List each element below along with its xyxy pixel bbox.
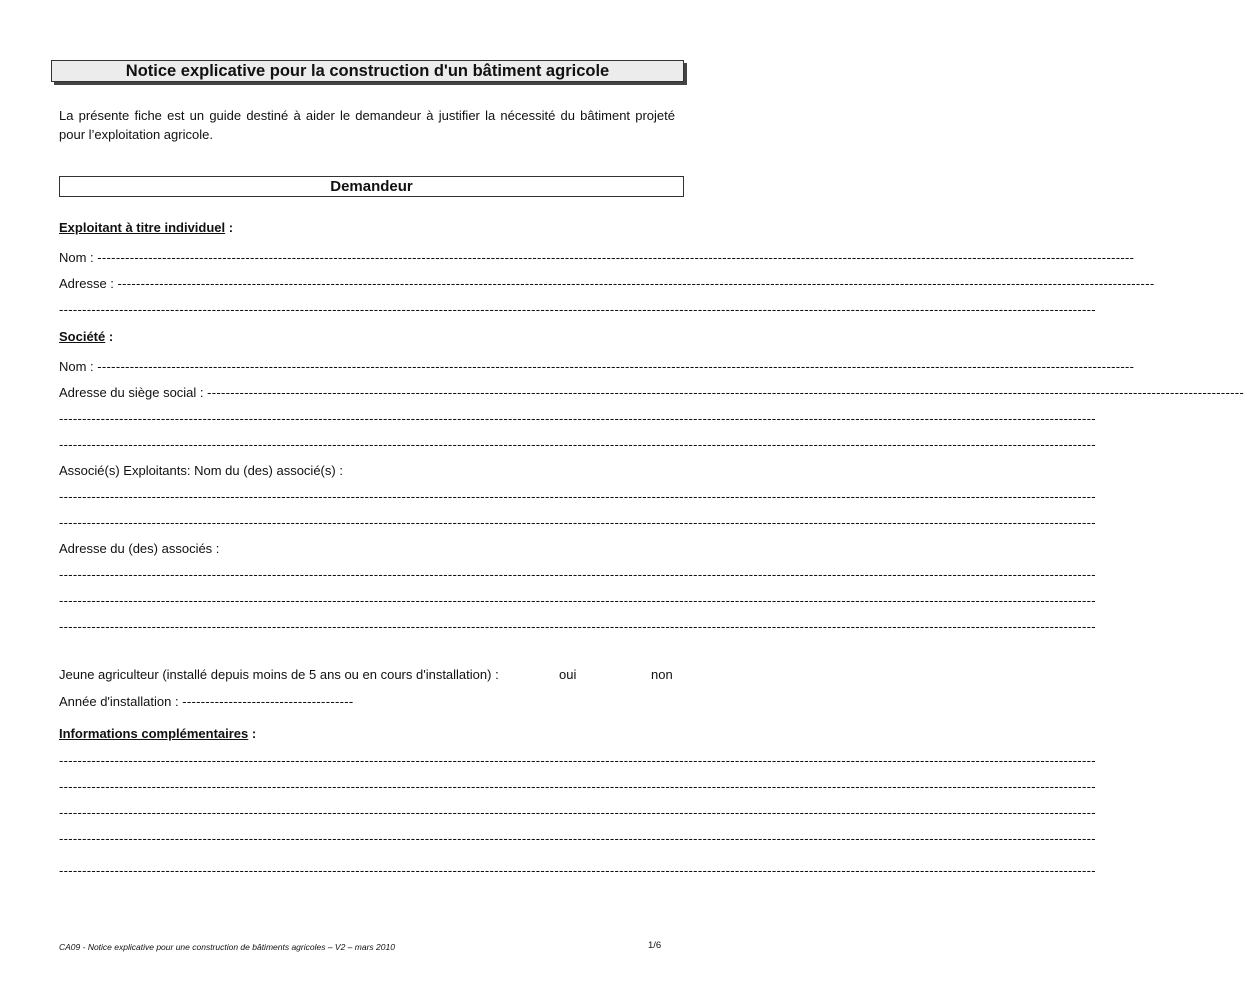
societe-heading-suffix: : xyxy=(105,329,114,344)
page-footer: CA09 - Notice explicative pour une construction de bâtiments agricoles – V2 – mars 2010 xyxy=(59,942,395,952)
individual-adresse-continuation[interactable] xyxy=(59,301,1096,319)
individual-adresse-label: Adresse : xyxy=(59,276,118,291)
societe-siege-label: Adresse du siège social : xyxy=(59,385,208,400)
infos-heading xyxy=(59,725,679,743)
dash-line: -------------------------------------------------------------------------------------------------------------------------------------------------------------------------------------------------------------------------------- xyxy=(59,302,1096,317)
infos-line-5[interactable] xyxy=(59,862,1096,880)
dash-line: -------------------------------------------------------------------------------------------------------------------------------------------------------------------------------------------------------------------------------- xyxy=(207,385,1244,400)
infos-line-1[interactable] xyxy=(59,752,1096,770)
page-number: 1/6 xyxy=(648,940,662,951)
annee-installation-field[interactable] xyxy=(59,693,679,711)
individual-heading xyxy=(59,219,679,237)
dash-line: -------------------------------------------------------------------------------------------------------------------------------------------------------------------------------------------------------------------------------- xyxy=(97,359,1135,374)
dash-line: -------------------------------------------------------------------------------------------------------------------------------------------------------------------------------------------------------------------------------- xyxy=(97,250,1135,265)
individual-heading-suffix: : xyxy=(225,220,234,235)
individual-nom-field[interactable] xyxy=(59,249,1135,267)
dash-line: -------------------------------------------------------------------------------------------------------------------------------------------------------------------------------------------------------------------------------- xyxy=(59,863,1096,878)
associes-line-2[interactable] xyxy=(59,514,1096,532)
adresse-associes-label: Adresse du (des) associés : xyxy=(59,541,220,556)
associes-label: Associé(s) Exploitants: Nom du (des) associé(s) : xyxy=(59,463,343,478)
dash-line: -------------------------------------------------------------------------------------------------------------------------------------------------------------------------------------------------------------------------------- xyxy=(59,593,1096,608)
dash-line: -------------------------------------------------------------------------------------------------------------------------------------------------------------------------------------------------------------------------------- xyxy=(59,489,1096,504)
societe-nom-field[interactable] xyxy=(59,358,1135,376)
infos-line-3[interactable] xyxy=(59,804,1096,822)
societe-heading xyxy=(59,328,679,346)
dash-line: -------------------------------------------------------------------------------------------------------------------------------------------------------------------------------------------------------------------------------- xyxy=(59,411,1096,426)
individual-heading-text: Exploitant à titre individuel xyxy=(59,220,226,235)
infos-heading-text: Informations complémentaires xyxy=(59,726,249,741)
societe-nom-label: Nom : xyxy=(59,359,98,374)
annee-installation-label: Année d'installation : xyxy=(59,694,183,709)
societe-siege-continuation-2[interactable] xyxy=(59,436,1096,454)
section-title-demandeur: Demandeur xyxy=(59,176,684,197)
infos-line-4[interactable] xyxy=(59,830,1096,848)
dash-line: -------------------------------------------------------------------------------------------------------------------------------------------------------------------------------------------------------------------------------- xyxy=(59,753,1096,768)
dash-line: -------------------------------------------------------------------------------------------------------------------------------------------------------------------------------------------------------------------------------- xyxy=(59,515,1096,530)
individual-adresse-field[interactable] xyxy=(59,275,1155,293)
document-title: Notice explicative pour la construction d'un bâtiment agricole xyxy=(51,60,684,82)
dash-line: -------------------------------------------------------------------------------------------------------------------------------------------------------------------------------------------------------------------------------- xyxy=(117,276,1155,291)
dash-line: -------------------------------------------------------------------------------------------------------------------------------------------------------------------------------------------------------------------------------- xyxy=(59,805,1096,820)
choice-non[interactable]: non xyxy=(651,667,673,682)
infos-line-2[interactable] xyxy=(59,778,1096,796)
adresse-associes-line-1[interactable] xyxy=(59,566,1096,584)
jeune-agriculteur-label: Jeune agriculteur (installé depuis moins de 5 ans ou en cours d'installation) : xyxy=(59,667,499,682)
dash-line: -------------------------------------------------------------------------------------------------------------------------------------------------------------------------------------------------------------------------------- xyxy=(59,831,1096,846)
adresse-associes-line-3[interactable] xyxy=(59,618,1096,636)
societe-siege-continuation-1[interactable] xyxy=(59,410,1096,428)
dash-line: -------------------------------------------------------------------------------------------------------------------------------------------------------------------------------------------------------------------------------- xyxy=(59,567,1096,582)
infos-heading-suffix: : xyxy=(248,726,257,741)
individual-nom-label: Nom : xyxy=(59,250,98,265)
societe-siege-field[interactable] xyxy=(59,384,1244,402)
dash-line: -------------------------------------------------------------------------------------------------------------------------------------------------------------------------------------------------------------------------------- xyxy=(59,619,1096,634)
associes-line-1[interactable] xyxy=(59,488,1096,506)
choice-oui[interactable]: oui xyxy=(559,667,577,682)
dash-line-short: ------------------------------------- xyxy=(182,694,354,709)
societe-heading-text: Société xyxy=(59,329,106,344)
adresse-associes-line-2[interactable] xyxy=(59,592,1096,610)
intro-paragraph: La présente fiche est un guide destiné à aider le demandeur à justifier la nécessité du bâtiment projeté pour l’exploitation agricole. xyxy=(59,108,675,142)
dash-line: -------------------------------------------------------------------------------------------------------------------------------------------------------------------------------------------------------------------------------- xyxy=(59,437,1096,452)
dash-line: -------------------------------------------------------------------------------------------------------------------------------------------------------------------------------------------------------------------------------- xyxy=(59,779,1096,794)
